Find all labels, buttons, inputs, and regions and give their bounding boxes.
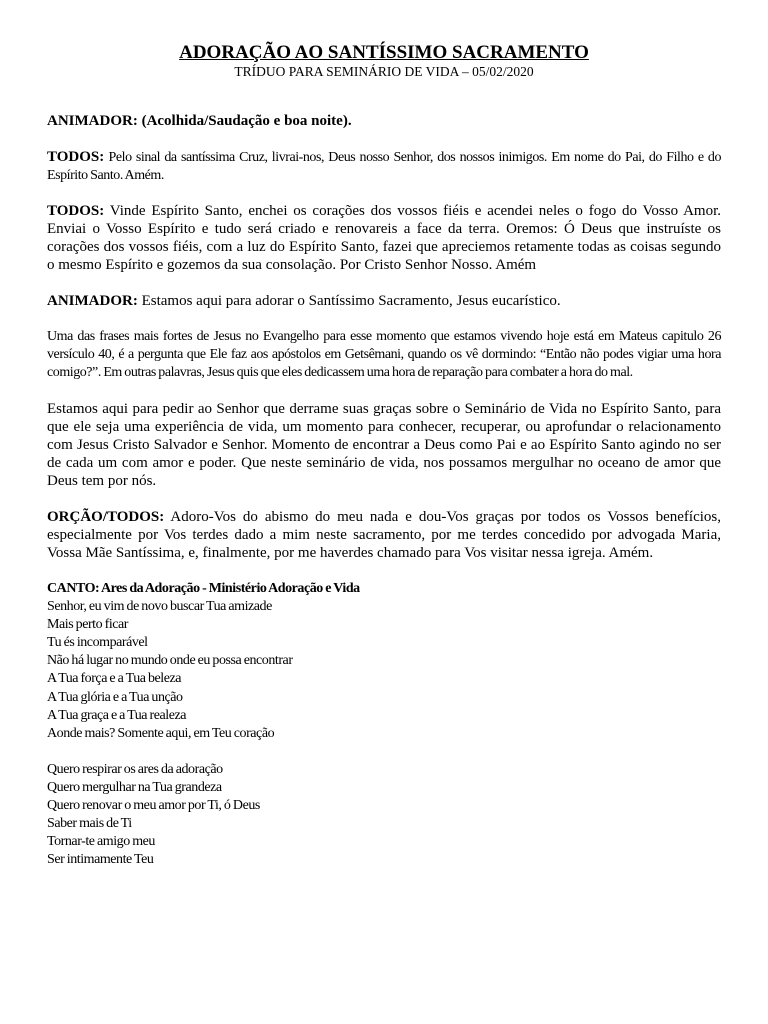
stanza-break (47, 743, 721, 761)
document-subtitle: TRÍDUO PARA SEMINÁRIO DE VIDA – 05/02/2020 (234, 64, 534, 79)
lyric-line: Tornar-te amigo meu (47, 834, 155, 850)
todos-sinal-text: Pelo sinal da santíssima Cruz, livrai-nos, Deus nosso Senhor, dos nossos inimigos. Em nome do Pai, do Filho e do Espírito Santo. Amém. (47, 150, 721, 183)
animador-adoracao-text: Estamos aqui para adorar o Santíssimo Sacramento, Jesus eucarístico. (137, 293, 561, 309)
animador-label: ANIMADOR: (47, 293, 138, 309)
oracao-todos (47, 508, 721, 562)
lyric-line: A Tua graça e a Tua realeza (47, 707, 186, 723)
canto-lyrics (47, 580, 721, 869)
lyric-line: Mais perto ficar (47, 617, 129, 633)
todos-vinde-text: Vinde Espírito Santo, enchei os corações dos vossos fiéis e acendei neles o fogo do Vosso Amor. Enviai o Vosso Espírito e tudo será criado e renovareis a face da terra. Oremos: Ó Deus que instruíste os corações dos vossos fiéis, com a luz do Espírito Santo, fazei que apreciemos retamente todas as coisas segundo o mesmo Espírito e gozemos da sua consolação. Por Cristo Senhor Nosso. Amém (47, 203, 721, 273)
animador-acolhida: ANIMADOR: (Acolhida/Saudação e boa noite). (47, 113, 352, 129)
pedido-seminario: Estamos aqui para pedir ao Senhor que derrame suas graças sobre o Seminário de Vida no Espírito Santo, para que ele seja uma experiência de vida, um momento para conhecer, recuperar, ou aprofundar o relacionamento com Jesus Cristo Salvador e Senhor. Momento de encontrar a Deus como Pai e ao Espírito Santo agindo no ser de cada um com amor e poder. Que neste seminário de vida, nos possamos mergulhar no oceano de amor que Deus tem por nós. (47, 401, 721, 489)
lyric-line: Ser intimamente Teu (47, 852, 154, 868)
lyric-line: Quero respirar os ares da adoração (47, 761, 223, 777)
lyric-line: Senhor, eu vim de novo buscar Tua amizade (47, 599, 272, 615)
lyric-line: Quero renovar o meu amor por Ti, ó Deus (47, 798, 260, 814)
todos-sinal-da-cruz (47, 148, 721, 185)
todos-vinde-espirito (47, 202, 721, 274)
document-page (47, 42, 721, 869)
lyric-line: A Tua força e a Tua beleza (47, 671, 182, 687)
lyric-line: Quero mergulhar na Tua grandeza (47, 779, 222, 795)
lyric-line: A Tua glória e a Tua unção (47, 689, 183, 705)
frases-de-jesus: Uma das frases mais fortes de Jesus no Evangelho para esse momento que estamos vivendo hoje está em Mateus capitulo 26 versículo 40, é a pergunta que Ele faz aos apóstolos em Getsêmani, quando os vê dormindo: “Então não podes vigiar uma hora comigo?”. Em outras palavras, Jesus quis que eles dedicassem uma hora de reparação para combater a hora do mal. (47, 329, 721, 380)
oracao-text: Adoro-Vos do abismo do meu nada e dou-Vos graças por todos os Vossos benefícios, especialmente por Vos terdes dado a mim neste sacramento, por me terdes concedido por advogada Maria, Vossa Mãe Santíssima, e, finalmente, por me haverdes chamado para Vos visitar nessa igreja. Amém. (47, 509, 721, 561)
oracao-label: ORÇÃO/TODOS: (47, 509, 165, 525)
document-title: ADORAÇÃO AO SANTÍSSIMO SACRAMENTO (179, 42, 589, 63)
canto-title: CANTO: Ares da Adoração - Ministério Adoração e Vida (47, 581, 360, 596)
todos-label: TODOS: (47, 203, 105, 219)
lyric-line: Tu és incomparável (47, 635, 148, 651)
lyric-line: Aonde mais? Somente aqui, em Teu coração (47, 725, 275, 741)
animador-adoracao (47, 292, 721, 310)
todos-label: TODOS: (47, 149, 105, 165)
lyric-line: Não há lugar no mundo onde eu possa encontrar (47, 653, 293, 669)
lyric-line: Saber mais de Ti (47, 816, 132, 832)
